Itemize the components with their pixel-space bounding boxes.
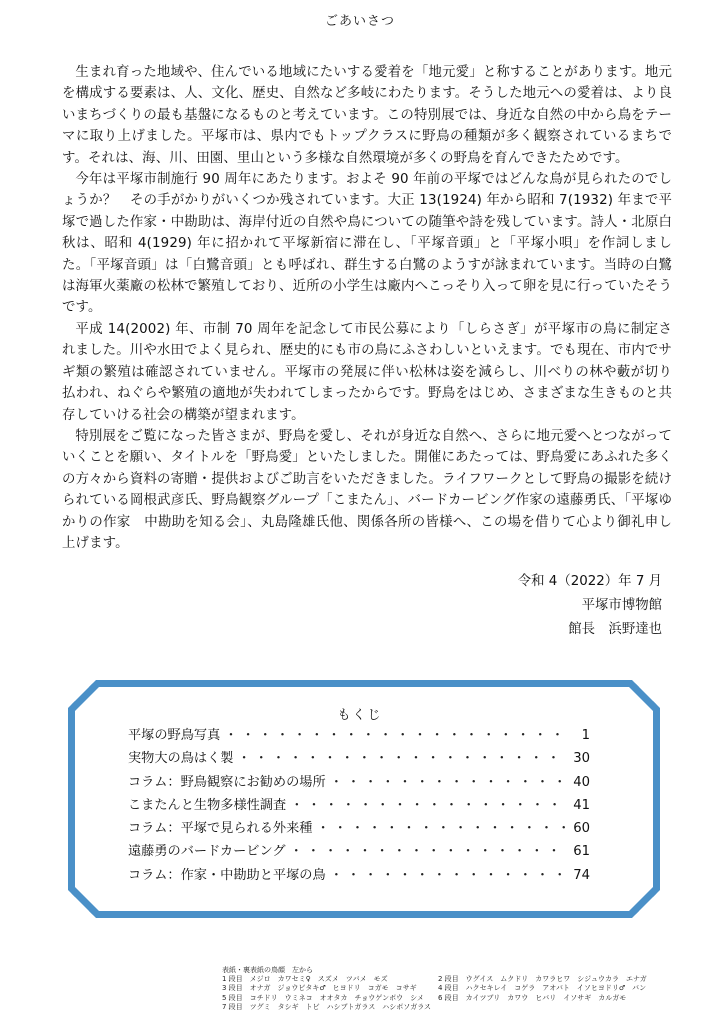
page-title: ごあいさつ <box>324 14 395 29</box>
toc-leader-dots <box>238 747 570 770</box>
toc-leader-dots <box>330 771 570 794</box>
cover-caption-cell: 1 段目 メジロ カワセミ♀ スズメ ツバメ モズ <box>222 975 388 984</box>
cover-caption-cell: 2 段目 ウグイス ムクドリ カワラヒワ シジュウカラ エナガ <box>438 975 647 984</box>
cover-caption-row <box>222 975 702 984</box>
toc-leader-dots <box>224 724 570 747</box>
toc-leader-dots <box>290 840 570 863</box>
toc-item <box>128 771 590 794</box>
cover-caption-cell: 6 段目 カイツブリ カワウ ヒバリ イソサギ カルガモ <box>438 993 627 1002</box>
paragraph: 平成 14(2002) 年、市制 70 周年を記念して市民公募により「しらさぎ」が平塚市の鳥に制定されました。川や水田でよく見られ、歴史的にも市の鳥にふさわしいといえます。でも現在、市内でサギ類の繁殖は確認されていません。平塚市の発展に伴い松林は姿を減らし、川べりの林や藪が切り払われ、ねぐらや繁殖の適地が失われてしまったからです。野鳥をはじめ、さまざまな生きものと共存していける社会の構築が望まれます。 <box>62 321 672 423</box>
toc-item-page: 30 <box>573 751 590 767</box>
greeting-body <box>62 62 672 554</box>
toc-item-page: 60 <box>573 821 590 837</box>
paragraph: 特別展をご覧になった皆さまが、野鳥を愛し、それが身近な自然へ、さらに地元愛へとつながっていくことを願い、タイトルを「野鳥愛」といたしました。開催にあたっては、野鳥愛にあふれた多くの方々から資料の寄贈・提供およびご助言をいただきました。ライフワークとして野鳥の撮影を続けられている岡根武彦氏、野鳥観察グループ「こまたん」、バードカービング作家の遠藤勇氏、「平塚ゆかりの作家 中勘助を知る会」、丸島隆雄氏他、関係各所の皆様へ、この場を借りて心より御礼申し上げます。 <box>62 428 672 551</box>
toc-item-label: 平塚の野鳥写真 <box>128 728 221 743</box>
toc-item-label: コラム：平塚で見られる外来種 <box>128 821 313 837</box>
toc-item <box>128 864 590 887</box>
toc-list <box>128 724 590 887</box>
toc-item-label: こまたんと生物多様性調査 <box>128 797 287 813</box>
toc-item-page: 41 <box>573 797 590 813</box>
toc-item-label: 実物大の鳥はく製 <box>128 751 234 767</box>
cover-caption-row <box>222 984 702 993</box>
cover-caption <box>222 966 702 1012</box>
cover-caption-row <box>222 1003 702 1012</box>
toc-item-label: コラム：作家・中勘助と平塚の鳥 <box>128 867 326 883</box>
signature-author: 館長 浜野達也 <box>568 622 662 637</box>
toc-item-page: 1 <box>581 728 590 743</box>
cover-caption-row <box>222 994 702 1003</box>
paragraph: 今年は平塚市制施行 90 周年にあたります。およそ 90 年前の平塚ではどんな鳥が見られたのでしょうか？ その手がかりがいくつか残されています。大正 13(1924) 年から昭和 7(1932) 年まで平塚で過した作家・中勘助は、海岸付近の自然や鳥についての随筆や詩を残しています。詩人・北原白秋は、昭和 4(1929) 年に招かれて平塚新宿に滞在し、「平塚音頭」と「平塚小唄」を作詞しました。「平塚音頭」は「白鷺音頭」とも呼ばれ、群生する白鷺のようすが詠まれています。当時の白鷺は海軍火薬廠の松林で繁殖しており、近所の小学生は廠内へこっそり入って卵を見に行っていたそうです。 <box>62 172 673 316</box>
signature-date: 令和 4（2022）年 7 月 <box>517 574 662 589</box>
signature-block <box>402 570 662 642</box>
toc-item-page: 74 <box>573 867 590 883</box>
toc-item-label: 遠藤勇のバードカービング <box>128 844 286 860</box>
cover-caption-heading: 表紙・裏表紙の鳥顔 左から <box>222 966 313 974</box>
toc-item <box>128 794 590 817</box>
paragraph: 生まれ育った地域や、住んでいる地域にたいする愛着を「地元愛」と称することがあります。地元を構成する要素は、人、文化、歴史、自然など多岐にわたります。そうした地元への愛着は、より良いまちづくりの最も基盤になるものと考えています。この特別展では、身近な自然の中から鳥をテーマに取り上げました。平塚市は、県内でもトップクラスに野鳥の種類が多く観察されているまちです。それは、海、川、田園、里山という多様な自然環境が多くの野鳥を育んできたためです。 <box>62 65 672 166</box>
toc-item-page: 40 <box>573 774 590 790</box>
cover-caption-cell: 3 段目 オナガ ジョウビタキ♂ ヒヨドリ コガモ コサギ <box>222 984 417 993</box>
toc-item <box>128 724 590 747</box>
toc-leader-dots <box>330 864 570 887</box>
toc-item <box>128 817 590 840</box>
toc-item <box>128 840 590 863</box>
signature-organization: 平塚市博物館 <box>581 598 662 613</box>
toc-leader-dots <box>290 794 569 817</box>
cover-caption-cell: 7 段目 ツグミ タシギ トビ ハシブトガラス ハシボソガラス <box>222 1002 431 1011</box>
cover-caption-cell: 5 段目 コチドリ ウミネコ オオタカ チョウゲンボウ シメ <box>222 993 424 1002</box>
toc-item-label: コラム：野鳥観察にお勧めの場所 <box>128 774 326 790</box>
toc-leader-dots <box>317 817 570 840</box>
cover-caption-cell <box>438 1003 702 1012</box>
toc-item <box>128 747 590 770</box>
toc-item-page: 61 <box>573 844 590 860</box>
cover-caption-cell: 4 段目 ハクセキレイ コゲラ アオバト イソヒヨドリ♂ バン <box>438 984 647 993</box>
toc-heading: もくじ <box>337 708 383 723</box>
